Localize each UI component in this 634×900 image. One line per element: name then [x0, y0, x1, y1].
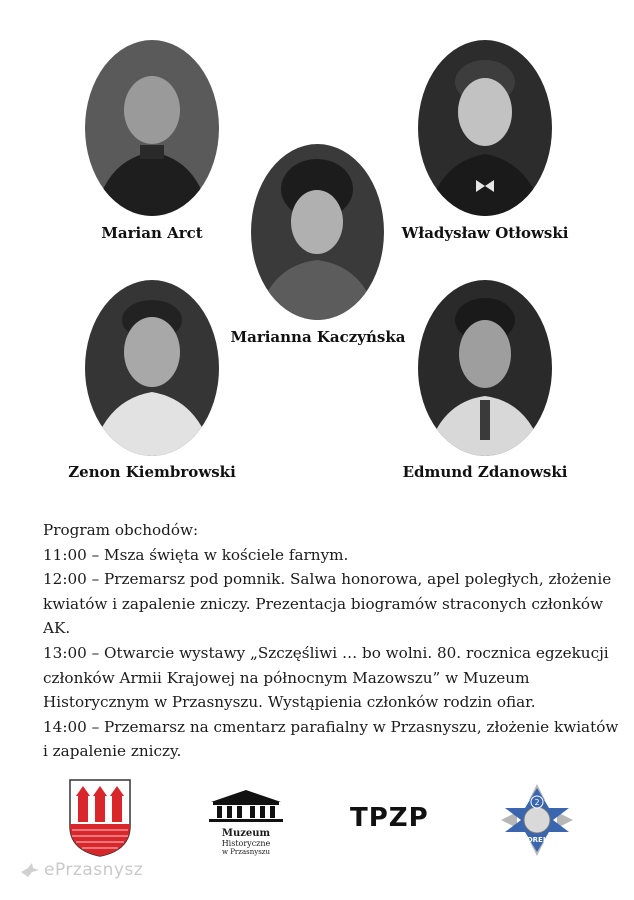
- museum-subtitle: Historyczne: [221, 839, 271, 848]
- program-line: i zapalenie zniczy.: [43, 742, 182, 761]
- bird-icon: [20, 862, 40, 878]
- portrait-photo: [85, 40, 219, 216]
- museum-building-icon: [205, 788, 287, 824]
- program-line: członków Armii Krajowej na północnym Mazowszu” w Muzeum: [43, 668, 530, 687]
- program-heading: Program obchodów:: [43, 521, 199, 539]
- watermark-text: ePrzasnysz: [44, 860, 144, 880]
- portrait-photo: [251, 144, 384, 320]
- portrait-name: Zenon Kiembrowski: [68, 463, 236, 481]
- portrait-photo: [418, 40, 552, 216]
- portrait-photo: [85, 280, 219, 456]
- orzel-number: 2: [534, 798, 540, 807]
- portrait-wladyslaw-otlowski: [418, 40, 552, 216]
- portrait-edmund-zdanowski: [418, 280, 552, 456]
- portrait-name: Władysław Otłowski: [401, 224, 569, 242]
- portrait-marian-arct: [85, 40, 219, 216]
- orzel-cross-logo: [497, 780, 577, 860]
- orzel-text: OREL: [526, 836, 548, 844]
- program-line: 11:00 – Msza święta w kościele farnym.: [43, 545, 349, 564]
- museum-logo: [205, 788, 287, 858]
- program-line: 14:00 – Przemarsz na cmentarz parafialny w Przasnyszu, złożenie kwiatów: [43, 717, 619, 736]
- portrait-name: Marianna Kaczyńska: [230, 328, 406, 346]
- tpzp-logo: TPZP: [350, 803, 429, 833]
- program-section: [43, 518, 623, 764]
- program-line: 12:00 – Przemarsz pod pomnik. Salwa honorowa, apel poległych, złożenie: [43, 570, 612, 589]
- portrait-marianna-kaczynska: [251, 144, 384, 320]
- portrait-name: Edmund Zdanowski: [402, 463, 568, 481]
- portrait-zenon-kiembrowski: [85, 280, 219, 456]
- przasnysz-crest-logo: [68, 778, 132, 858]
- watermark: [20, 860, 143, 880]
- program-line: kwiatów i zapalenie zniczy. Prezentacja biogramów straconych członków AK.: [43, 594, 604, 638]
- program-line: 13:00 – Otwarcie wystawy „Szczęśliwi … bo wolni. 80. rocznica egzekucji: [43, 643, 609, 662]
- museum-location: w Przasnyszu: [222, 848, 270, 856]
- program-line: Historycznym w Przasnyszu. Wystąpienia członków rodzin ofiar.: [43, 693, 536, 712]
- portrait-name: Marian Arct: [101, 224, 203, 242]
- museum-name: Muzeum: [221, 828, 271, 839]
- portrait-photo: [418, 280, 552, 456]
